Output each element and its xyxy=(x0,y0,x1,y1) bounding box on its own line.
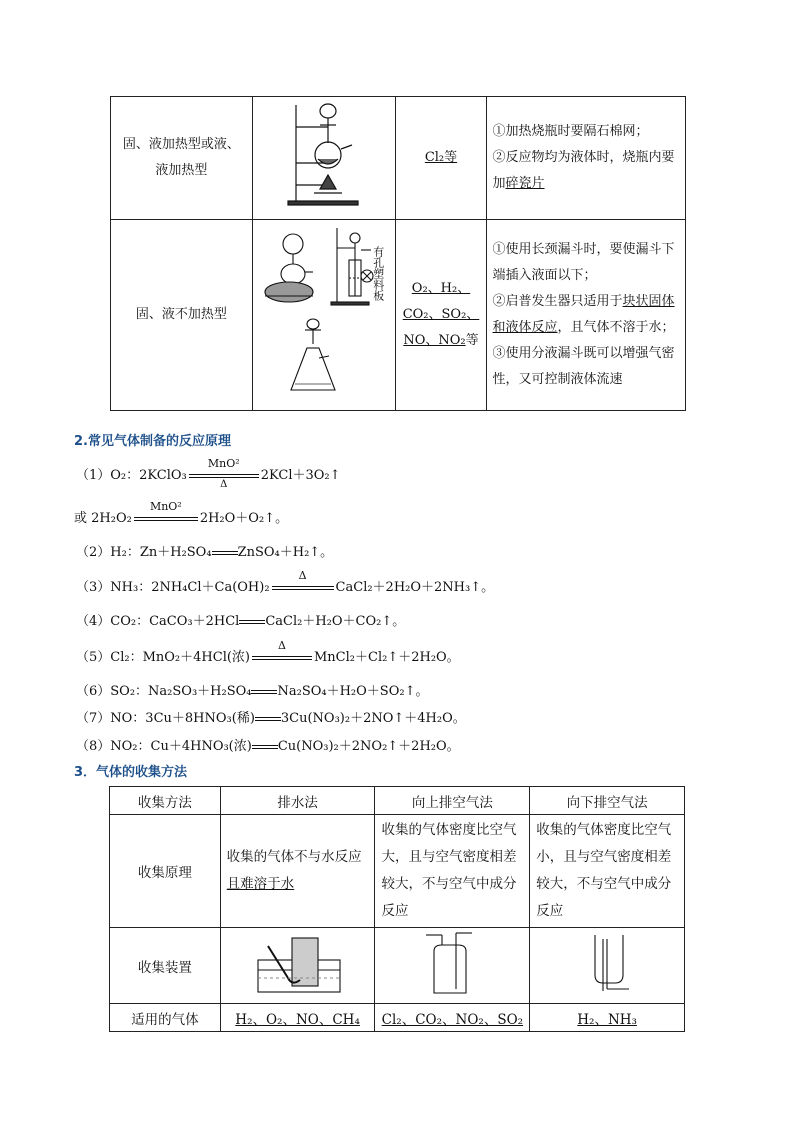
equation-so2 xyxy=(76,680,428,699)
eq2-products: ZnSO₄＋H₂↑。 xyxy=(237,545,334,560)
equation-o2-h2o2 xyxy=(74,499,289,526)
equation-cl2 xyxy=(76,638,460,665)
note-heated-2 xyxy=(493,145,680,197)
collection-methods-table xyxy=(109,786,685,1032)
note-unheated-3: ③使用分液漏斗既可以增强气密性，又可控制液体流速 xyxy=(492,346,675,387)
eq1-heat: Δ xyxy=(220,478,228,490)
eq3-heat: Δ xyxy=(298,568,307,582)
principle-water-line1: 收集的气体不与水反应 xyxy=(226,849,362,865)
apparatus-table xyxy=(110,96,686,411)
upward-air-diagram xyxy=(412,931,492,997)
gas-unheated-line1: O₂、H₂、 xyxy=(411,281,471,296)
eq4-reactants: （4）CO₂：CaCO₃＋2HCl xyxy=(76,614,240,629)
equation-nh3 xyxy=(76,568,495,595)
principle-row xyxy=(110,815,685,928)
header-water: 排水法 xyxy=(220,787,375,815)
eq1b-products: 2H₂O＋O₂↑。 xyxy=(199,511,289,526)
eq3-products: CaCl₂＋2H₂O＋2NH₃↑。 xyxy=(335,580,495,595)
type-cell-unheated xyxy=(111,220,253,411)
section3-heading: 3．气体的收集方法 xyxy=(74,765,188,780)
gases-water xyxy=(220,1004,375,1032)
gases-up-text: Cl₂、CO₂、NO₂、SO₂ xyxy=(381,1011,524,1028)
eq8-equals xyxy=(252,742,278,752)
board-label: 有孔塑料板 xyxy=(371,246,385,301)
water-displacement-diagram xyxy=(248,932,348,996)
gases-down-text: H₂、NH₃ xyxy=(577,1011,637,1028)
gas-label-heated: Cl₂等 xyxy=(424,150,458,165)
equation-no2 xyxy=(76,735,460,754)
equation-no xyxy=(76,707,466,726)
eq6-reactants: （6）SO₂：Na₂SO₃＋H₂SO₄ xyxy=(76,684,252,699)
note-unheated-2c: ，且气体不溶于水； xyxy=(557,320,675,335)
eq2-reactants: （2）H₂：Zn＋H₂SO₄ xyxy=(76,545,212,560)
eq7-reactants: （7）NO：3Cu＋8HNO₃(稀) xyxy=(76,711,255,726)
eq8-reactants: （8）NO₂：Cu＋4HNO₃(浓) xyxy=(76,739,252,754)
eq6-equals xyxy=(251,687,277,697)
header-row xyxy=(110,787,685,815)
principle-up-air: 收集的气体密度比空气大，且与空气密度相差较大，不与空气中成分反应 xyxy=(375,815,530,928)
downward-air-diagram xyxy=(567,931,647,997)
note-heated-1: ①加热烧瓶时要隔石棉网； xyxy=(492,124,649,139)
apparatus-image-heated xyxy=(252,97,396,220)
principle-label: 收集原理 xyxy=(110,815,221,928)
gas-cell-unheated xyxy=(396,220,486,411)
device-water xyxy=(220,928,375,1004)
section2-heading: 2.常见气体制备的反应原理 xyxy=(74,434,231,449)
gases-label: 适用的气体 xyxy=(110,1004,221,1032)
eq5-heat-arrow xyxy=(252,638,312,665)
notes-cell-unheated xyxy=(486,220,686,411)
principle-down-air: 收集的气体密度比空气小，且与空气密度相差较大，不与空气中成分反应 xyxy=(530,815,685,928)
eq5-products: MnCl₂＋Cl₂↑＋2H₂O。 xyxy=(314,650,460,665)
principle-water-line2: 且难溶于水 xyxy=(226,876,295,892)
gas-unheated-etc: 等 xyxy=(465,333,479,348)
eq3-reactants: （3）NH₃：2NH₄Cl＋Ca(OH)₂ xyxy=(76,580,270,595)
gas-unheated-line3: NO、NO₂ xyxy=(403,333,466,348)
eq4-equals xyxy=(239,617,265,627)
catalyst-heat-arrow xyxy=(189,456,259,490)
eq2-equals xyxy=(212,548,238,558)
eq5-heat: Δ xyxy=(278,638,286,652)
heated-flask-apparatus-diagram xyxy=(284,97,364,209)
type-label-heated: 固、液加热型或液、液加热型 xyxy=(122,137,240,178)
gases-row xyxy=(110,1004,685,1032)
note-unheated-2a: ②启普发生器只适用于 xyxy=(492,294,623,309)
eq7-equals xyxy=(255,714,281,724)
equation-co2 xyxy=(76,610,405,629)
catalyst-arrow xyxy=(134,499,198,526)
gases-water-text: H₂、O₂、NO、CH₄ xyxy=(235,1011,360,1028)
note-heated-2-text: ②反应物均为液体时，烧瓶内要加 xyxy=(492,150,675,191)
gases-up-air xyxy=(375,1004,530,1032)
eq8-products: Cu(NO₃)₂＋2NO₂↑＋2H₂O。 xyxy=(277,739,460,754)
header-down-air: 向下排空气法 xyxy=(530,787,685,815)
eq1b-reactants: 或 2H₂O₂ xyxy=(74,511,132,526)
eq6-products: Na₂SO₄＋H₂O＋SO₂↑。 xyxy=(277,684,429,699)
device-up-air xyxy=(375,928,530,1004)
notes-cell-heated xyxy=(486,97,686,220)
equation-h2 xyxy=(76,541,333,560)
device-row xyxy=(110,928,685,1004)
gases-down-air xyxy=(530,1004,685,1032)
type-label-unheated: 固、液不加热型 xyxy=(135,307,227,322)
gas-cell-heated xyxy=(396,97,486,220)
device-label: 收集装置 xyxy=(110,928,221,1004)
principle-water xyxy=(220,815,375,928)
device-down-air xyxy=(530,928,685,1004)
note-heated-2-underline: 碎瓷片 xyxy=(505,176,545,191)
note-unheated-2 xyxy=(493,289,680,341)
apparatus-image-unheated xyxy=(252,220,396,411)
eq1b-catalyst: MnO² xyxy=(149,499,182,513)
eq4-products: CaCl₂＋H₂O＋CO₂↑。 xyxy=(265,614,406,629)
gas-unheated-line2: CO₂、SO₂、 xyxy=(402,307,480,322)
header-method: 收集方法 xyxy=(110,787,221,815)
type-cell-heated xyxy=(111,97,253,220)
eq1-products: 2KCl＋3O₂↑ xyxy=(260,468,341,483)
eq3-heat-arrow xyxy=(272,568,334,595)
note-unheated-2b: 块状固体和液体反应 xyxy=(492,294,675,335)
eq1-reactants: （1）O₂：2KClO₃ xyxy=(76,468,187,483)
equation-o2-kclo3 xyxy=(76,456,341,490)
note-unheated-1: ①使用长颈漏斗时，要使漏斗下端插入液面以下； xyxy=(492,242,675,283)
eq1-catalyst: MnO² xyxy=(207,456,240,470)
eq7-products: 3Cu(NO₃)₂＋2NO↑＋4H₂O。 xyxy=(280,711,466,726)
eq5-reactants: （5）Cl₂：MnO₂＋4HCl(浓) xyxy=(76,650,250,665)
header-up-air: 向上排空气法 xyxy=(375,787,530,815)
